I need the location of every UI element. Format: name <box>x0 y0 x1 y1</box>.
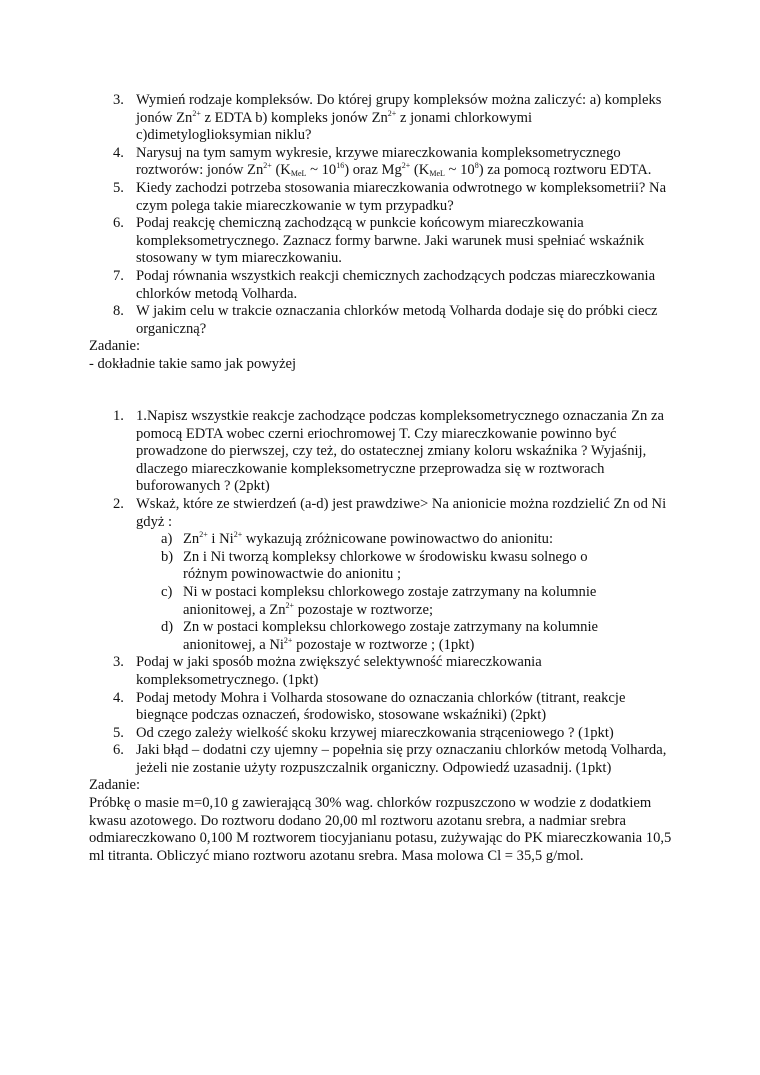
item-text: 1.Napisz wszystkie reakcje zachodzące podczas kompleksometrycznego oznaczania Zn za pomocą EDTA wobec czerni eriochromowej T. Czy miareczkowanie powinno być prowadzone do pierwszej, czy też, do ostatecznej zmiany koloru wskaźnika ? Wyjaśnij, dlaczego miareczkowanie kompleksometryczne przeprowadza się w roztworach buforowanych ? (2pkt) <box>136 408 664 495</box>
option-item <box>0 619 760 654</box>
zadanie-text: - dokładnie takie samo jak powyżej <box>89 355 297 372</box>
option-label: a) <box>161 531 173 548</box>
item-number: 2. <box>113 495 124 512</box>
list-item <box>0 690 760 725</box>
item-text: W jakim celu w trakcie oznaczania chlorków metodą Volharda dodaje się do próbki ciecz organiczną? <box>136 303 658 337</box>
item-number: 5. <box>113 724 124 741</box>
list-item <box>0 742 760 777</box>
question-list-2 <box>0 408 760 865</box>
list-item <box>0 408 760 496</box>
item-number: 1. <box>113 408 124 424</box>
item-text: Wymień rodzaje kompleksów. Do której grupy kompleksów można zaliczyć: a) kompleks jonów $Zn^{2+}$ z EDTA b) kompleks jonów $Zn^{2+}$ z jonami chlorkowymi c)dimetyloglioksymian niklu? <box>136 92 662 144</box>
item-text: Podaj równania wszystkich reakcji chemicznych zachodzących podczas miareczkowania chlorków metodą Volharda. <box>136 267 656 302</box>
item-number: 6. <box>113 215 124 232</box>
zadanie-label: Zadanie: <box>89 777 141 794</box>
list-item <box>0 496 760 531</box>
option-label: c) <box>161 583 173 600</box>
item-text: Kiedy zachodzi potrzeba stosowania miareczkowania odwrotnego w kompleksometrii? Na czym polega takie miareczkowanie w tym przypadku? <box>136 179 667 214</box>
list-item <box>0 725 760 743</box>
list-item <box>0 145 760 180</box>
item-number: 3. <box>113 654 124 671</box>
list-item <box>0 215 760 268</box>
item-text: Narysuj na tym samym wykresie, krzywe miareczkowania kompleksometrycznego roztworów: jonów $Zn^{2+}$ ($K_{MeL}$ ~ $10^{16}$) oraz $Mg^{2+}$ ($K_{MeL}$ ~ $10^8$) za pomocą roztworu EDTA. <box>136 144 652 179</box>
option-item <box>0 531 760 549</box>
item-text: Podaj reakcję chemiczną zachodzącą w punkcie końcowym miareczkowania kompleksometrycznego. Zaznacz formy barwne. Jaki warunek musi spełniać wskaźnik stosowany w tym miareczkowaniu. <box>136 215 645 267</box>
list-item <box>0 654 760 689</box>
option-text: Zn w postaci kompleksu chlorkowego zostaje zatrzymany na kolumnie anionitowej, a $Ni^{2+}$ pozostaje w roztworze ; (1pkt) <box>183 619 598 653</box>
item-number: 4. <box>113 689 124 706</box>
item-number: 6. <box>113 742 124 759</box>
list-item <box>0 92 760 145</box>
item-text: Od czego zależy wielkość skoku krzywej miareczkowania strąceniowego ? (1pkt) <box>136 724 614 741</box>
item-number: 7. <box>113 267 124 284</box>
list-item <box>0 180 760 215</box>
item-number: 8. <box>113 303 124 320</box>
option-item <box>0 584 760 619</box>
option-text: Zn i Ni tworzą kompleksy chlorkowe w środowisku kwasu solnego o różnym powinowactwie do anionitu ; <box>183 548 588 583</box>
item-number: 5. <box>113 179 124 196</box>
option-label: d) <box>161 619 174 636</box>
item-number: 3. <box>113 92 124 108</box>
item-text: Podaj metody Mohra i Volharda stosowane do oznaczania chlorków (titrant, reakcje biegnące podczas oznaczeń, środowisko, stosowane wskaźniki) (2pkt) <box>136 689 626 724</box>
item-text: Wskaż, które ze stwierdzeń (a-d) jest prawdziwe> Na anionicie można rozdzielić Zn od Ni gdyż : <box>136 495 667 530</box>
item-number: 4. <box>113 144 124 161</box>
question-list-1 <box>0 92 760 374</box>
list-item <box>0 303 760 338</box>
option-item <box>0 549 760 584</box>
list-item <box>0 268 760 303</box>
option-text: Ni w postaci kompleksu chlorkowego zostaje zatrzymany na kolumnie anionitowej, a $Zn^{2+}$ pozostaje w roztworze; <box>183 583 597 618</box>
option-text: $Zn^{2+}$ i $Ni^{2+}$ wykazują zróżnicowane powinowactwo do anionitu: <box>183 530 554 548</box>
zadanie-label: Zadanie: <box>89 338 141 355</box>
zadanie-text: Próbkę o masie m=0,10 g zawierającą 30% wag. chlorków rozpuszczono w wodzie z dodatkiem kwasu azotowego. Do roztworu dodano 20,00 ml roztworu azotanu srebra, a nadmiar srebra odmiareczkowano 0,100 M roztworem tiocyjanianu potasu, zużywając do PK miareczkowania 10,5 ml titranta. Obliczyć miano roztworu azotanu srebra. Masa molowa Cl = 35,5 g/mol. <box>89 795 672 864</box>
option-label: b) <box>161 548 174 565</box>
item-text: Jaki błąd – dodatni czy ujemny – popełnia się przy oznaczaniu chlorków metodą Volharda, jeżeli nie zostanie użyty rozpuszczalnik organiczny. Odpowiedź uzasadnij. (1pkt) <box>136 742 667 776</box>
item-text: Podaj w jaki sposób można zwiększyć selektywność miareczkowania kompleksometrycznego. (1pkt) <box>136 654 542 688</box>
